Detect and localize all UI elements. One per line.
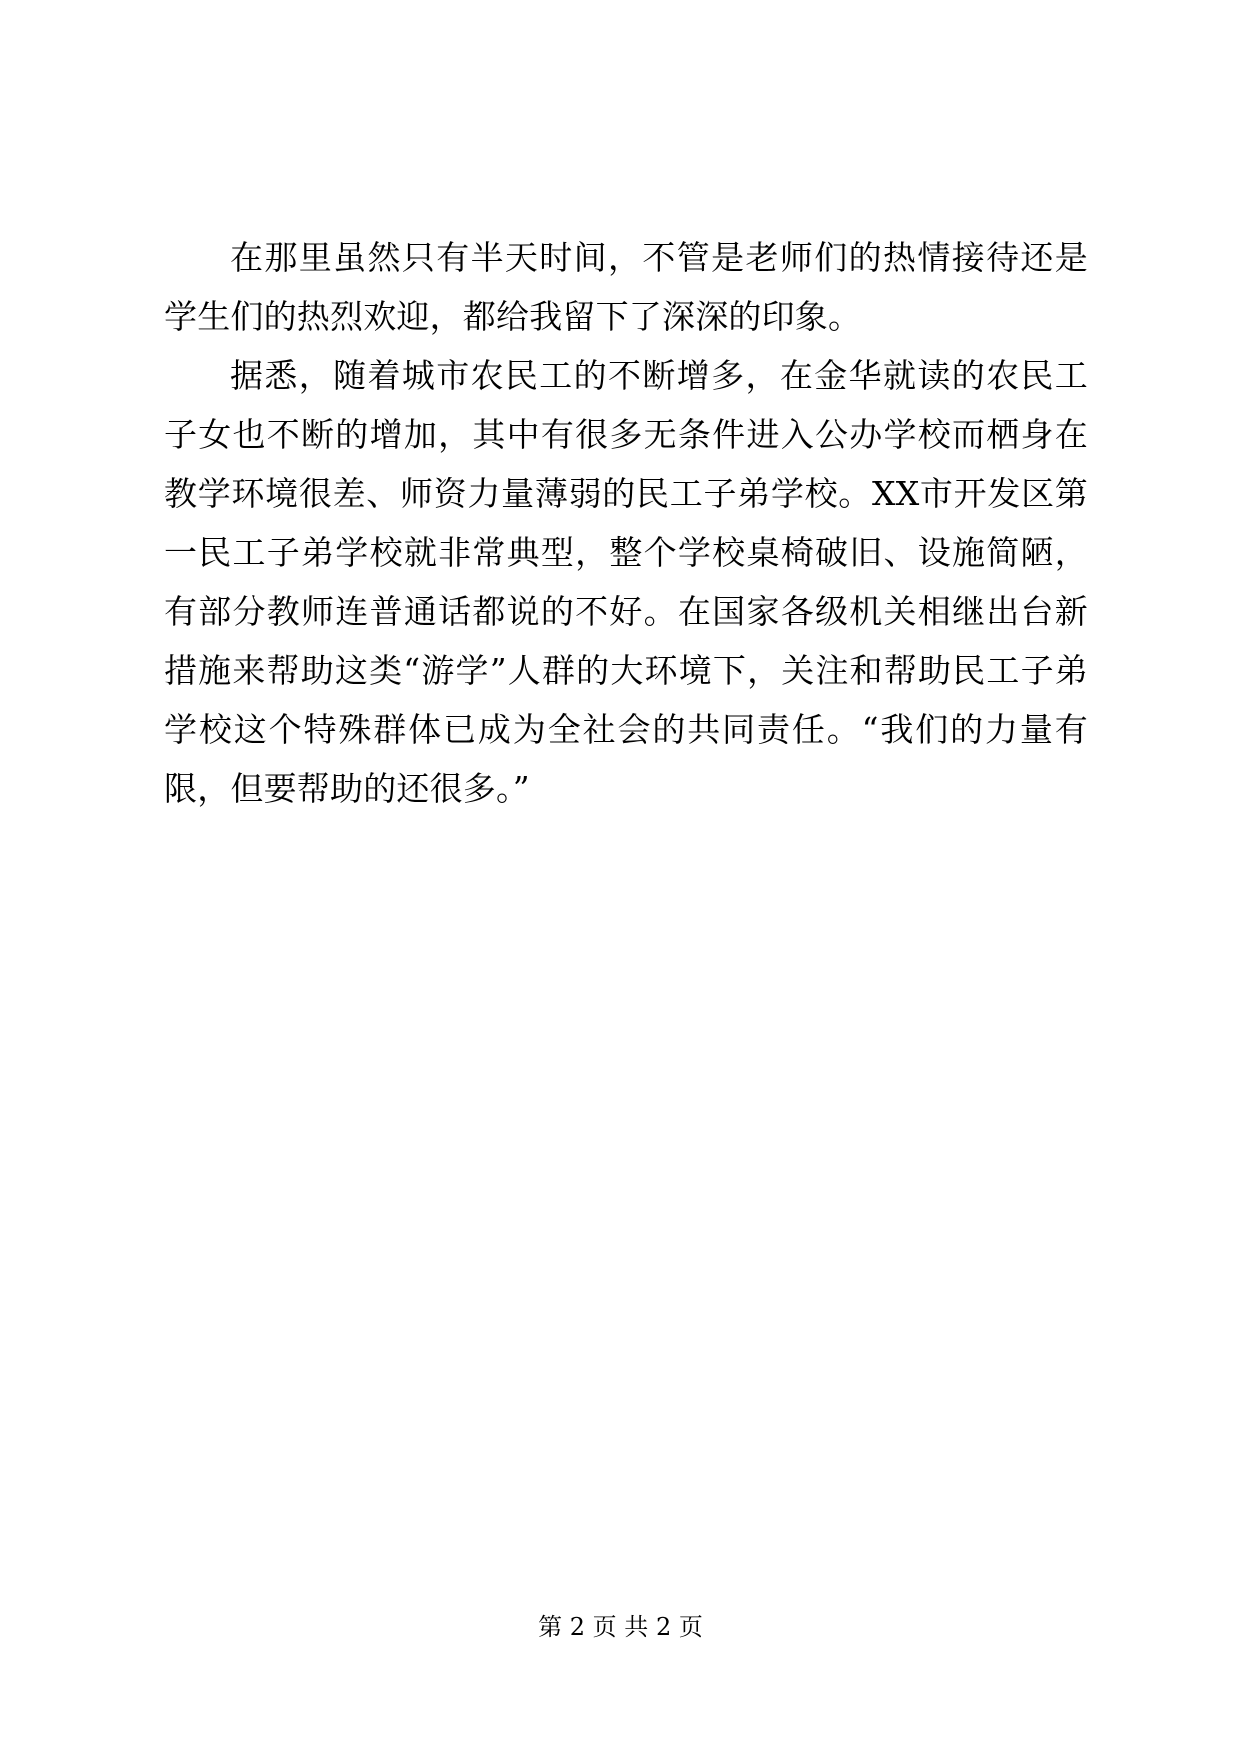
- page-footer: [0, 1611, 1241, 1643]
- document-body: [164, 228, 1088, 818]
- paragraph-impression: 在那里虽然只有半天时间，不管是老师们的热情接待还是学生们的热烈欢迎，都给我留下了深深的印象。: [164, 238, 1088, 336]
- paragraph-migrant-school: 据悉，随着城市农民工的不断增多，在金华就读的农民工子女也不断的增加，其中有很多无条件进入公办学校而栖身在教学环境很差、师资力量薄弱的民工子弟学校。XX市开发区第一民工子弟学校就非常典型，整个学校桌椅破旧、设施简陋，有部分教师连普通话都说的不好。在国家各级机关相继出台新措施来帮助这类“游学”人群的大环境下，关注和帮助民工子弟学校这个特殊群体已成为全社会的共同责任。“我们的力量有限，但要帮助的还很多。”: [164, 356, 1088, 808]
- page-number-label: 第 2 页 共 2 页: [538, 1613, 703, 1641]
